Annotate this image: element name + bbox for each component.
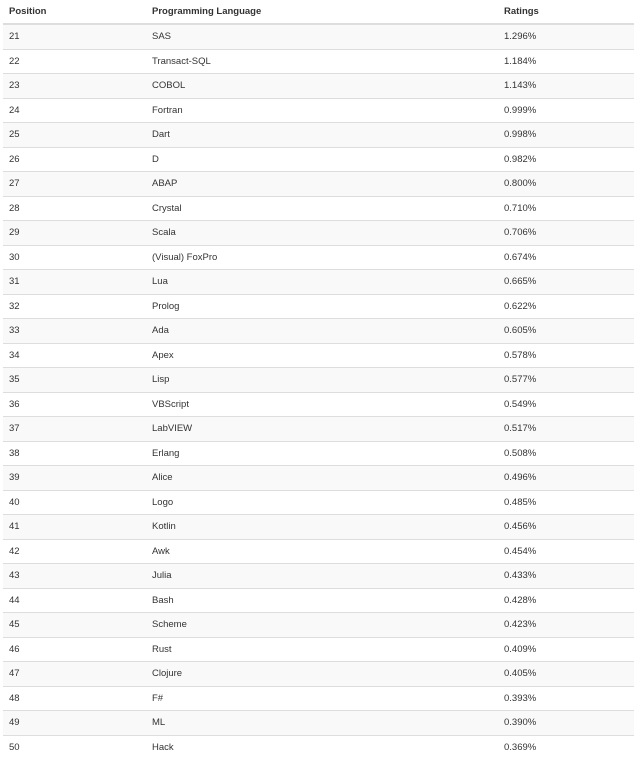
position-cell: 33 — [3, 319, 146, 344]
table-row — [3, 417, 634, 442]
table-row — [3, 466, 634, 491]
language-cell: VBScript — [146, 392, 498, 417]
language-cell: Hack — [146, 735, 498, 759]
position-cell: 39 — [3, 466, 146, 491]
language-column-header: Programming Language — [146, 0, 498, 24]
rating-cell: 0.517% — [498, 417, 634, 442]
position-cell: 27 — [3, 172, 146, 197]
position-cell: 48 — [3, 686, 146, 711]
language-cell: Scala — [146, 221, 498, 246]
position-cell: 31 — [3, 270, 146, 295]
table-row — [3, 735, 634, 759]
rating-cell: 0.423% — [498, 613, 634, 638]
rating-cell: 0.390% — [498, 711, 634, 736]
position-cell: 30 — [3, 245, 146, 270]
position-cell: 29 — [3, 221, 146, 246]
table-row — [3, 441, 634, 466]
table-row — [3, 539, 634, 564]
rating-cell: 0.578% — [498, 343, 634, 368]
table-row — [3, 147, 634, 172]
position-cell: 38 — [3, 441, 146, 466]
table-body — [3, 24, 634, 759]
table-row — [3, 196, 634, 221]
language-cell: (Visual) FoxPro — [146, 245, 498, 270]
position-cell: 43 — [3, 564, 146, 589]
rating-cell: 0.706% — [498, 221, 634, 246]
table-row — [3, 490, 634, 515]
rating-cell: 0.577% — [498, 368, 634, 393]
position-cell: 44 — [3, 588, 146, 613]
language-cell: Lisp — [146, 368, 498, 393]
language-cell: Fortran — [146, 98, 498, 123]
table-row — [3, 74, 634, 99]
language-cell: Crystal — [146, 196, 498, 221]
position-cell: 21 — [3, 24, 146, 49]
language-cell: Awk — [146, 539, 498, 564]
rating-cell: 0.428% — [498, 588, 634, 613]
rating-cell: 1.296% — [498, 24, 634, 49]
position-cell: 28 — [3, 196, 146, 221]
rating-cell: 1.184% — [498, 49, 634, 74]
position-cell: 25 — [3, 123, 146, 148]
table-row — [3, 711, 634, 736]
table-row — [3, 49, 634, 74]
language-cell: Rust — [146, 637, 498, 662]
rating-cell: 0.549% — [498, 392, 634, 417]
table-header — [3, 0, 634, 24]
position-cell: 23 — [3, 74, 146, 99]
rating-cell: 0.800% — [498, 172, 634, 197]
table-row — [3, 98, 634, 123]
position-cell: 24 — [3, 98, 146, 123]
position-cell: 36 — [3, 392, 146, 417]
table-row — [3, 588, 634, 613]
table-row — [3, 686, 634, 711]
table-row — [3, 392, 634, 417]
rating-cell: 0.456% — [498, 515, 634, 540]
position-cell: 50 — [3, 735, 146, 759]
position-cell: 22 — [3, 49, 146, 74]
rating-cell: 0.433% — [498, 564, 634, 589]
rating-cell: 0.674% — [498, 245, 634, 270]
rating-cell: 0.999% — [498, 98, 634, 123]
rating-cell: 0.605% — [498, 319, 634, 344]
rating-cell: 0.409% — [498, 637, 634, 662]
rating-cell: 0.998% — [498, 123, 634, 148]
language-cell: SAS — [146, 24, 498, 49]
language-cell: LabVIEW — [146, 417, 498, 442]
position-cell: 46 — [3, 637, 146, 662]
language-cell: Apex — [146, 343, 498, 368]
position-cell: 35 — [3, 368, 146, 393]
table-row — [3, 564, 634, 589]
language-cell: Logo — [146, 490, 498, 515]
rating-cell: 0.665% — [498, 270, 634, 295]
table-row — [3, 24, 634, 49]
language-cell: F# — [146, 686, 498, 711]
position-cell: 45 — [3, 613, 146, 638]
rating-cell: 0.982% — [498, 147, 634, 172]
position-cell: 26 — [3, 147, 146, 172]
language-cell: Scheme — [146, 613, 498, 638]
rating-cell: 0.508% — [498, 441, 634, 466]
header-row — [3, 0, 634, 24]
table-row — [3, 245, 634, 270]
table-row — [3, 368, 634, 393]
language-cell: Alice — [146, 466, 498, 491]
language-cell: COBOL — [146, 74, 498, 99]
language-cell: Erlang — [146, 441, 498, 466]
table-row — [3, 123, 634, 148]
position-cell: 37 — [3, 417, 146, 442]
rating-cell: 0.496% — [498, 466, 634, 491]
position-cell: 41 — [3, 515, 146, 540]
position-cell: 42 — [3, 539, 146, 564]
language-cell: D — [146, 147, 498, 172]
language-cell: Bash — [146, 588, 498, 613]
rating-cell: 0.454% — [498, 539, 634, 564]
table-row — [3, 172, 634, 197]
language-cell: Prolog — [146, 294, 498, 319]
position-cell: 49 — [3, 711, 146, 736]
language-cell: Transact-SQL — [146, 49, 498, 74]
language-cell: Lua — [146, 270, 498, 295]
table-row — [3, 270, 634, 295]
table-row — [3, 221, 634, 246]
rating-cell: 0.405% — [498, 662, 634, 687]
position-cell: 34 — [3, 343, 146, 368]
ratings-column-header: Ratings — [498, 0, 634, 24]
language-cell: ML — [146, 711, 498, 736]
rating-cell: 0.710% — [498, 196, 634, 221]
position-cell: 32 — [3, 294, 146, 319]
rating-cell: 1.143% — [498, 74, 634, 99]
language-cell: Julia — [146, 564, 498, 589]
table-row — [3, 613, 634, 638]
position-cell: 47 — [3, 662, 146, 687]
table-row — [3, 319, 634, 344]
table-row — [3, 637, 634, 662]
table-row — [3, 515, 634, 540]
language-cell: Kotlin — [146, 515, 498, 540]
language-cell: Ada — [146, 319, 498, 344]
table-row — [3, 294, 634, 319]
language-cell: Dart — [146, 123, 498, 148]
rating-cell: 0.485% — [498, 490, 634, 515]
position-cell: 40 — [3, 490, 146, 515]
language-cell: Clojure — [146, 662, 498, 687]
rating-cell: 0.622% — [498, 294, 634, 319]
rating-cell: 0.393% — [498, 686, 634, 711]
table-row — [3, 662, 634, 687]
table-row — [3, 343, 634, 368]
position-column-header: Position — [3, 0, 146, 24]
language-cell: ABAP — [146, 172, 498, 197]
rankings-table — [3, 0, 634, 759]
rating-cell: 0.369% — [498, 735, 634, 759]
